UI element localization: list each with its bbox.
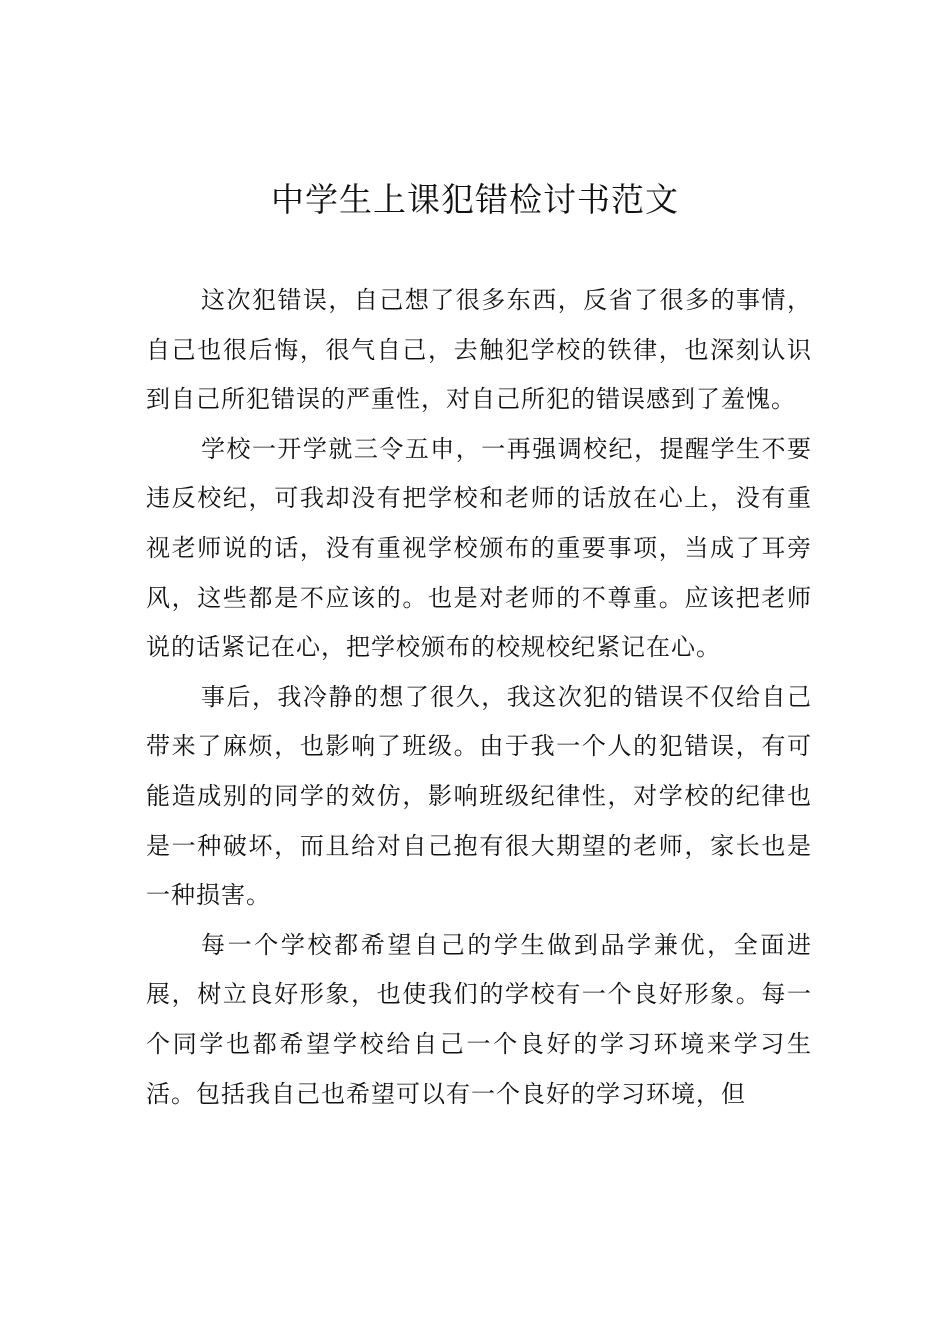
paragraph-3: 事后，我冷静的想了很久，我这次犯的错误不仅给自己带来了麻烦，也影响了班级。由于我一个人的犯错误，有可能造成别的同学的效仿，影响班级纪律性，对学校的纪律也是一种破坏，而且给对自己抱有很大期望的老师，家长也是一种损害。 <box>146 682 812 910</box>
paragraph-1: 这次犯错误，自己想了很多东西，反省了很多的事情，自己也很后悔，很气自己，去触犯学校的铁律，也深刻认识到自己所犯错误的严重性，对自己所犯的错误感到了羞愧。 <box>146 286 812 414</box>
document-body <box>146 276 812 1119</box>
paragraph-4: 每一个学校都希望自己的学生做到品学兼优，全面进展，树立良好形象，也使我们的学校有一个良好形象。每一个同学也都希望学校给自己一个良好的学习环境来学习生活。包括我自己也希望可以有一个良好的学习环境，但 <box>146 930 812 1108</box>
document-title: 中学生上课犯错检讨书范文 <box>271 180 679 219</box>
paragraph-2: 学校一开学就三令五申，一再强调校纪，提醒学生不要违反校纪，可我却没有把学校和老师的话放在心上，没有重视老师说的话，没有重视学校颁布的重要事项，当成了耳旁风，这些都是不应该的。也是对老师的不尊重。应该把老师说的话紧记在心，把学校颁布的校规校纪紧记在心。 <box>146 434 812 662</box>
